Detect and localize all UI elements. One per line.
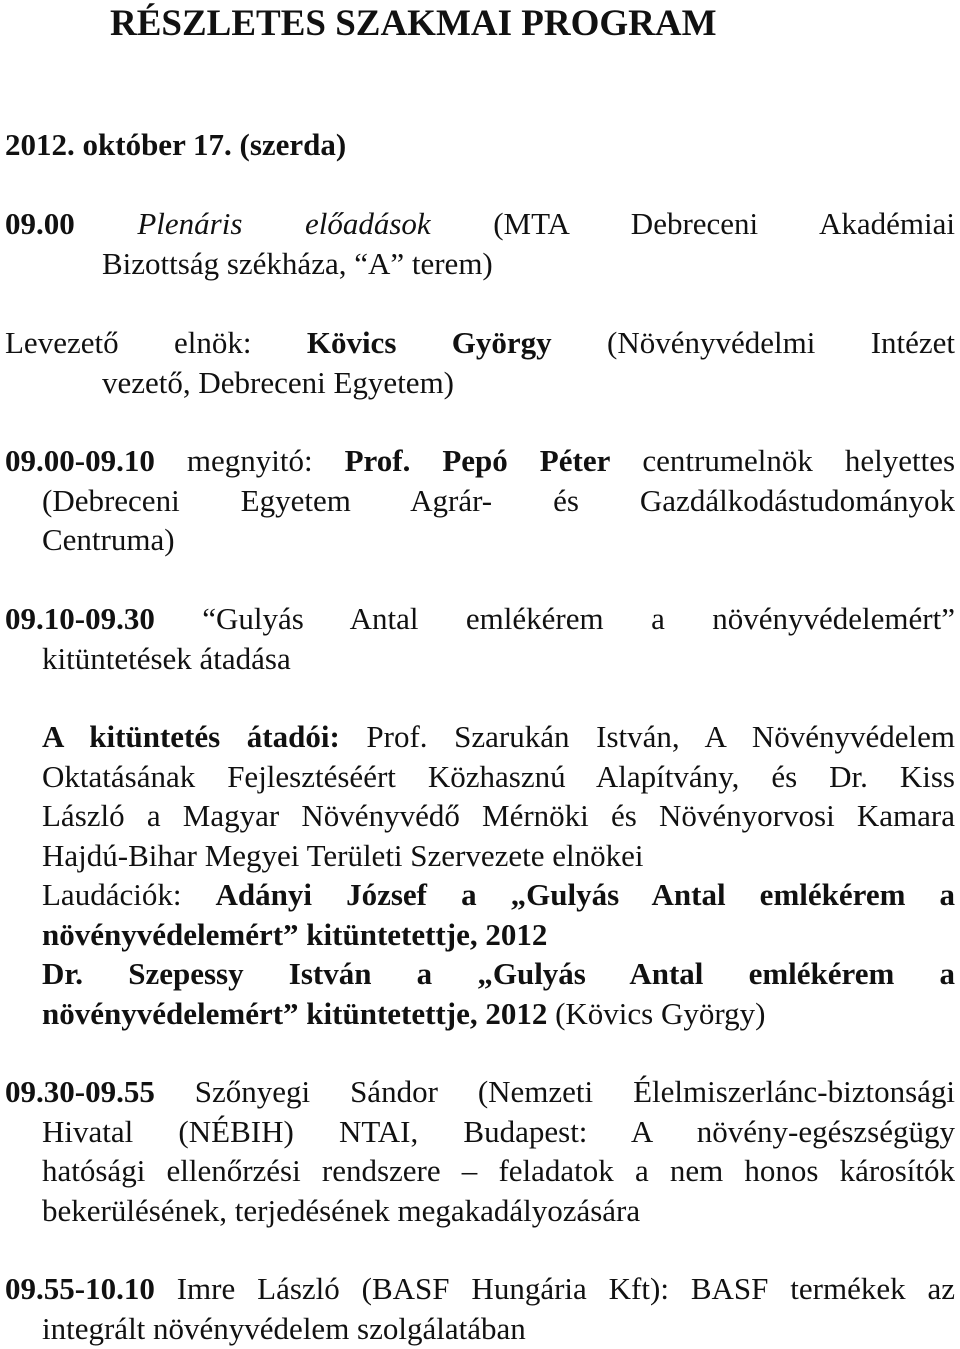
laudations-label: Laudációk: bbox=[42, 877, 182, 912]
talk-1-text-1: Szőnyegi Sándor (Nemzeti Élelmiszerlánc-biztonsági bbox=[194, 1074, 956, 1109]
chair-affiliation-2: vezető, Debreceni Egyetem) bbox=[102, 364, 455, 400]
page-title: RÉSZLETES SZAKMAI PROGRAM bbox=[110, 3, 717, 44]
laudation-2-text-1: Dr. Szepessy István a „Gulyás Antal emlékérem a bbox=[42, 956, 955, 991]
chair-line-1 bbox=[5, 323, 955, 363]
award-presenters bbox=[42, 717, 955, 1033]
award-title-1: “Gulyás Antal emlékérem a növényvédelemért” bbox=[202, 601, 956, 636]
plenary-session bbox=[5, 204, 955, 283]
opening-line-2: (Debreceni Egyetem Agrár- és Gazdálkodástudományok bbox=[42, 482, 955, 518]
talk-1-line-3: hatósági ellenőrzési rendszere – feladatok a nem honos károsítók bbox=[42, 1153, 955, 1188]
talk-2-text-1: Imre László (BASF Hungária Kft): BASF termékek az bbox=[176, 1271, 956, 1306]
award-title-2: kitüntetések átadása bbox=[42, 640, 291, 676]
plenary-venue-1: (MTA Debreceni Akadémiai bbox=[493, 206, 956, 241]
date-text: 2012. október 17. (szerda) bbox=[5, 127, 347, 162]
presenters-label: A kitüntetés átadói: bbox=[42, 719, 340, 754]
talk-1-line-4: bekerülésének, terjedésének megakadályozására bbox=[42, 1192, 641, 1228]
presenters-line-4: Hajdú-Bihar Megyei Területi Szervezete elnökei bbox=[42, 837, 644, 873]
session-chair bbox=[5, 323, 955, 402]
presenters-text-1: Prof. Szarukán István, A Növényvédelem bbox=[366, 719, 955, 754]
opening-time: 09.00-09.10 bbox=[5, 443, 155, 478]
presenters-line-1 bbox=[42, 717, 955, 757]
laudation-2-text-2: növényvédelemért” kitüntetettje, 2012 bbox=[42, 995, 548, 1031]
chair-name: Kövics György bbox=[306, 325, 552, 360]
presenters-line-3: László a Magyar Növényvédő Mérnöki és Növényorvosi Kamara bbox=[42, 798, 955, 833]
laudations-line-1 bbox=[42, 875, 955, 915]
program-date bbox=[5, 125, 955, 165]
plenary-line-1 bbox=[5, 204, 955, 244]
laudation-2-speaker: (Kövics György) bbox=[555, 995, 766, 1031]
talk-2-line-2: integrált növényvédelem szolgálatában bbox=[42, 1310, 526, 1346]
opening-role: centrumelnök helyettes bbox=[642, 443, 956, 478]
award-line-1 bbox=[5, 599, 955, 639]
talk-1-line-2: Hivatal (NÉBIH) NTAI, Budapest: A növény-egészségügy bbox=[42, 1113, 955, 1149]
laudation-1-text-2: növényvédelemért” kitüntetettje, 2012 bbox=[42, 916, 548, 952]
award-time: 09.10-09.30 bbox=[5, 601, 155, 636]
talk-2-time: 09.55-10.10 bbox=[5, 1271, 155, 1306]
talk-1-time: 09.30-09.55 bbox=[5, 1074, 155, 1109]
plenary-time: 09.00 bbox=[5, 206, 75, 241]
presenters-line-2: Oktatásának Fejlesztéséért Közhasznú Alapítvány, és Dr. Kiss bbox=[42, 758, 955, 794]
chair-affiliation-1: (Növényvédelmi Intézet bbox=[607, 325, 956, 360]
plenary-title: Plenáris előadások bbox=[137, 206, 431, 241]
award-item bbox=[5, 599, 955, 678]
opening-label: megnyitó: bbox=[186, 443, 313, 478]
opening-speaker: Prof. Pepó Péter bbox=[344, 443, 611, 478]
talk-2 bbox=[5, 1269, 955, 1348]
chair-label: Levezető elnök: bbox=[5, 325, 252, 360]
talk-2-line-1 bbox=[5, 1269, 955, 1309]
talk-1-line-1 bbox=[5, 1072, 955, 1112]
laudation-1-text-1: Adányi József a „Gulyás Antal emlékérem a bbox=[215, 877, 955, 912]
plenary-venue-2: Bizottság székháza, “A” terem) bbox=[102, 245, 493, 281]
talk-1 bbox=[5, 1072, 955, 1230]
opening-line-3: Centruma) bbox=[42, 522, 175, 557]
opening-item bbox=[5, 441, 955, 560]
opening-line-1 bbox=[5, 441, 955, 481]
laudation-2-line-2 bbox=[42, 994, 955, 1034]
